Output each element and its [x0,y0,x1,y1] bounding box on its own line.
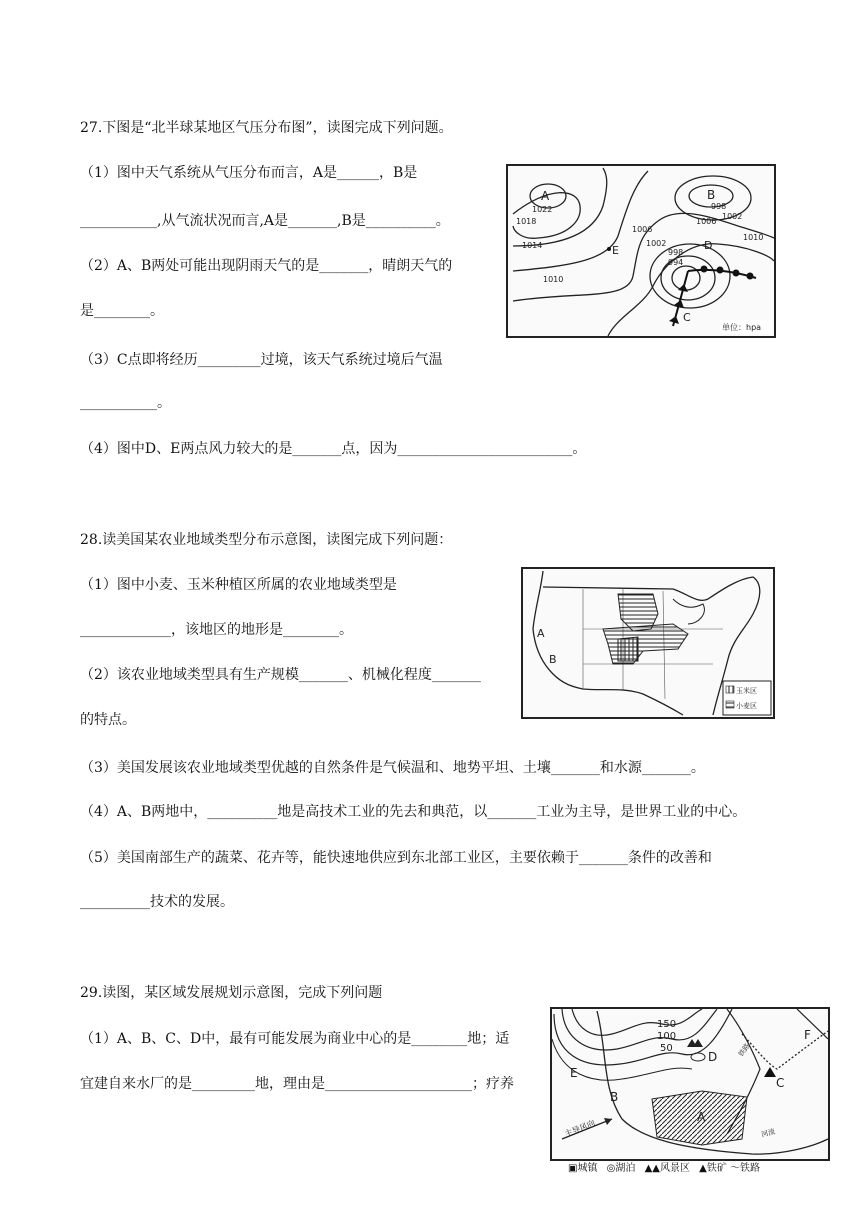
isobar-1010: 1010 [543,275,564,284]
q27-line-7: （4）图中D、E两点风力较大的是_______点，因为_________________________。 [80,441,587,457]
q28-line-3: （2）该农业地域类型具有生产规模_______、机械化程度_______ [80,667,481,683]
q27-title: 27.下图是“北半球某地区气压分布图”，读图完成下列问题。 [80,120,453,136]
q29-line-2: 宜建自来水厂的是_________地，理由是_____________________；疗养 [80,1076,514,1092]
label-f: F [804,1028,811,1042]
isobar-1002-b: 1002 [722,212,743,221]
river-label: 河流 [760,1127,777,1139]
label-c: C [683,311,691,324]
isobar-1006: 1006 [632,225,653,234]
label-b: B [707,188,716,202]
label-e: E [570,1066,578,1080]
q27-line-5: （3）C点即将经历_________过境，该天气系统过境后气温 [80,352,443,368]
wind-label: 主导风向 [563,1118,597,1139]
contour-100: 100 [657,1031,677,1042]
label-d: D [708,1050,718,1064]
iron-ore-icon: ▲ [699,1163,707,1174]
q27-line-2: ___________,从气流状况而言,A是_______,B是__________。 [80,213,450,229]
pressure-map-figure [506,164,776,338]
usa-agriculture-map [521,567,775,719]
town-icon: ▣ [568,1163,578,1174]
isobar-1006-b: 1006 [696,217,717,226]
lake-icon: ◎ [606,1163,616,1174]
q28-line-8: __________技术的发展。 [80,894,234,910]
isobar-998: 998 [668,248,684,257]
q28-title: 28.读美国某农业地域类型分布示意图，读图完成下列问题： [80,532,453,548]
q27-line-6: ___________。 [80,395,171,411]
isobar-1010-b: 1010 [743,233,764,242]
contour-150: 150 [657,1019,677,1030]
rail-label: 铁路 [737,1042,752,1059]
legend-corn: 玉米区 [736,687,757,695]
q28-line-4: 的特点。 [80,712,136,728]
q28-line-1: （1）图中小麦、玉米种植区所属的农业地域类型是 [80,577,397,593]
isobar-998-b: 998 [711,202,727,211]
q27-line-3: （2）A、B两处可能出现阴雨天气的是_______，晴朗天气的 [80,258,453,274]
isobar-1014: 1014 [522,241,543,250]
q29-line-1: （1）A、B、C、D中，最有可能发展为商业中心的是________地；适 [80,1031,510,1047]
q27-line-4: 是________。 [80,303,164,319]
label-b: B [610,1090,619,1104]
label-c: C [776,1076,785,1090]
isobar-994: 994 [668,258,684,267]
label-a: A [697,1110,706,1124]
legend-town: 城镇 [577,1163,598,1174]
regional-plan-map [550,1007,830,1161]
q28-line-6: （4）A、B两地中，__________地是高技术工业的先去和典范，以_______工业为主导，是世界工业的中心。 [80,804,747,820]
q28-line-5: （3）美国发展该农业地域类型优越的自然条件是气候温和、地势平坦、土壤_______和水源_______。 [80,760,705,776]
label-e: E [612,244,619,257]
isobar-1018: 1018 [516,217,537,226]
contour-50: 50 [660,1043,673,1054]
legend-lake: 湖泊 [615,1163,636,1174]
label-d: D [704,239,713,252]
legend-railway: 铁路 [740,1163,761,1174]
label-a: A [541,189,550,203]
scenic-icon: ▲▲ [644,1163,660,1174]
label-b: B [549,653,557,666]
q28-line-2: _____________，该地区的地形是________。 [80,622,353,638]
q27-line-1: （1）图中天气系统从气压分布而言，A是______，B是 [80,165,418,181]
railway-icon: 〜 [730,1163,741,1174]
q28-line-7: （5）美国南部生产的蔬菜、花卉等，能快速地供应到东北部工业区，主要依赖于_______条件的改善和 [80,850,712,866]
legend-scenic: 风景区 [659,1163,690,1174]
unit-label: 单位：hpa [722,323,762,332]
isobar-1002: 1002 [646,239,667,248]
q29-legend [568,1159,830,1175]
legend-iron: 铁矿 [706,1163,727,1174]
legend-wheat: 小麦区 [736,702,757,710]
q29-title: 29.读图，某区域发展规划示意图，完成下列问题 [80,985,383,1001]
label-a: A [537,627,545,640]
isobar-1022: 1022 [532,205,553,214]
